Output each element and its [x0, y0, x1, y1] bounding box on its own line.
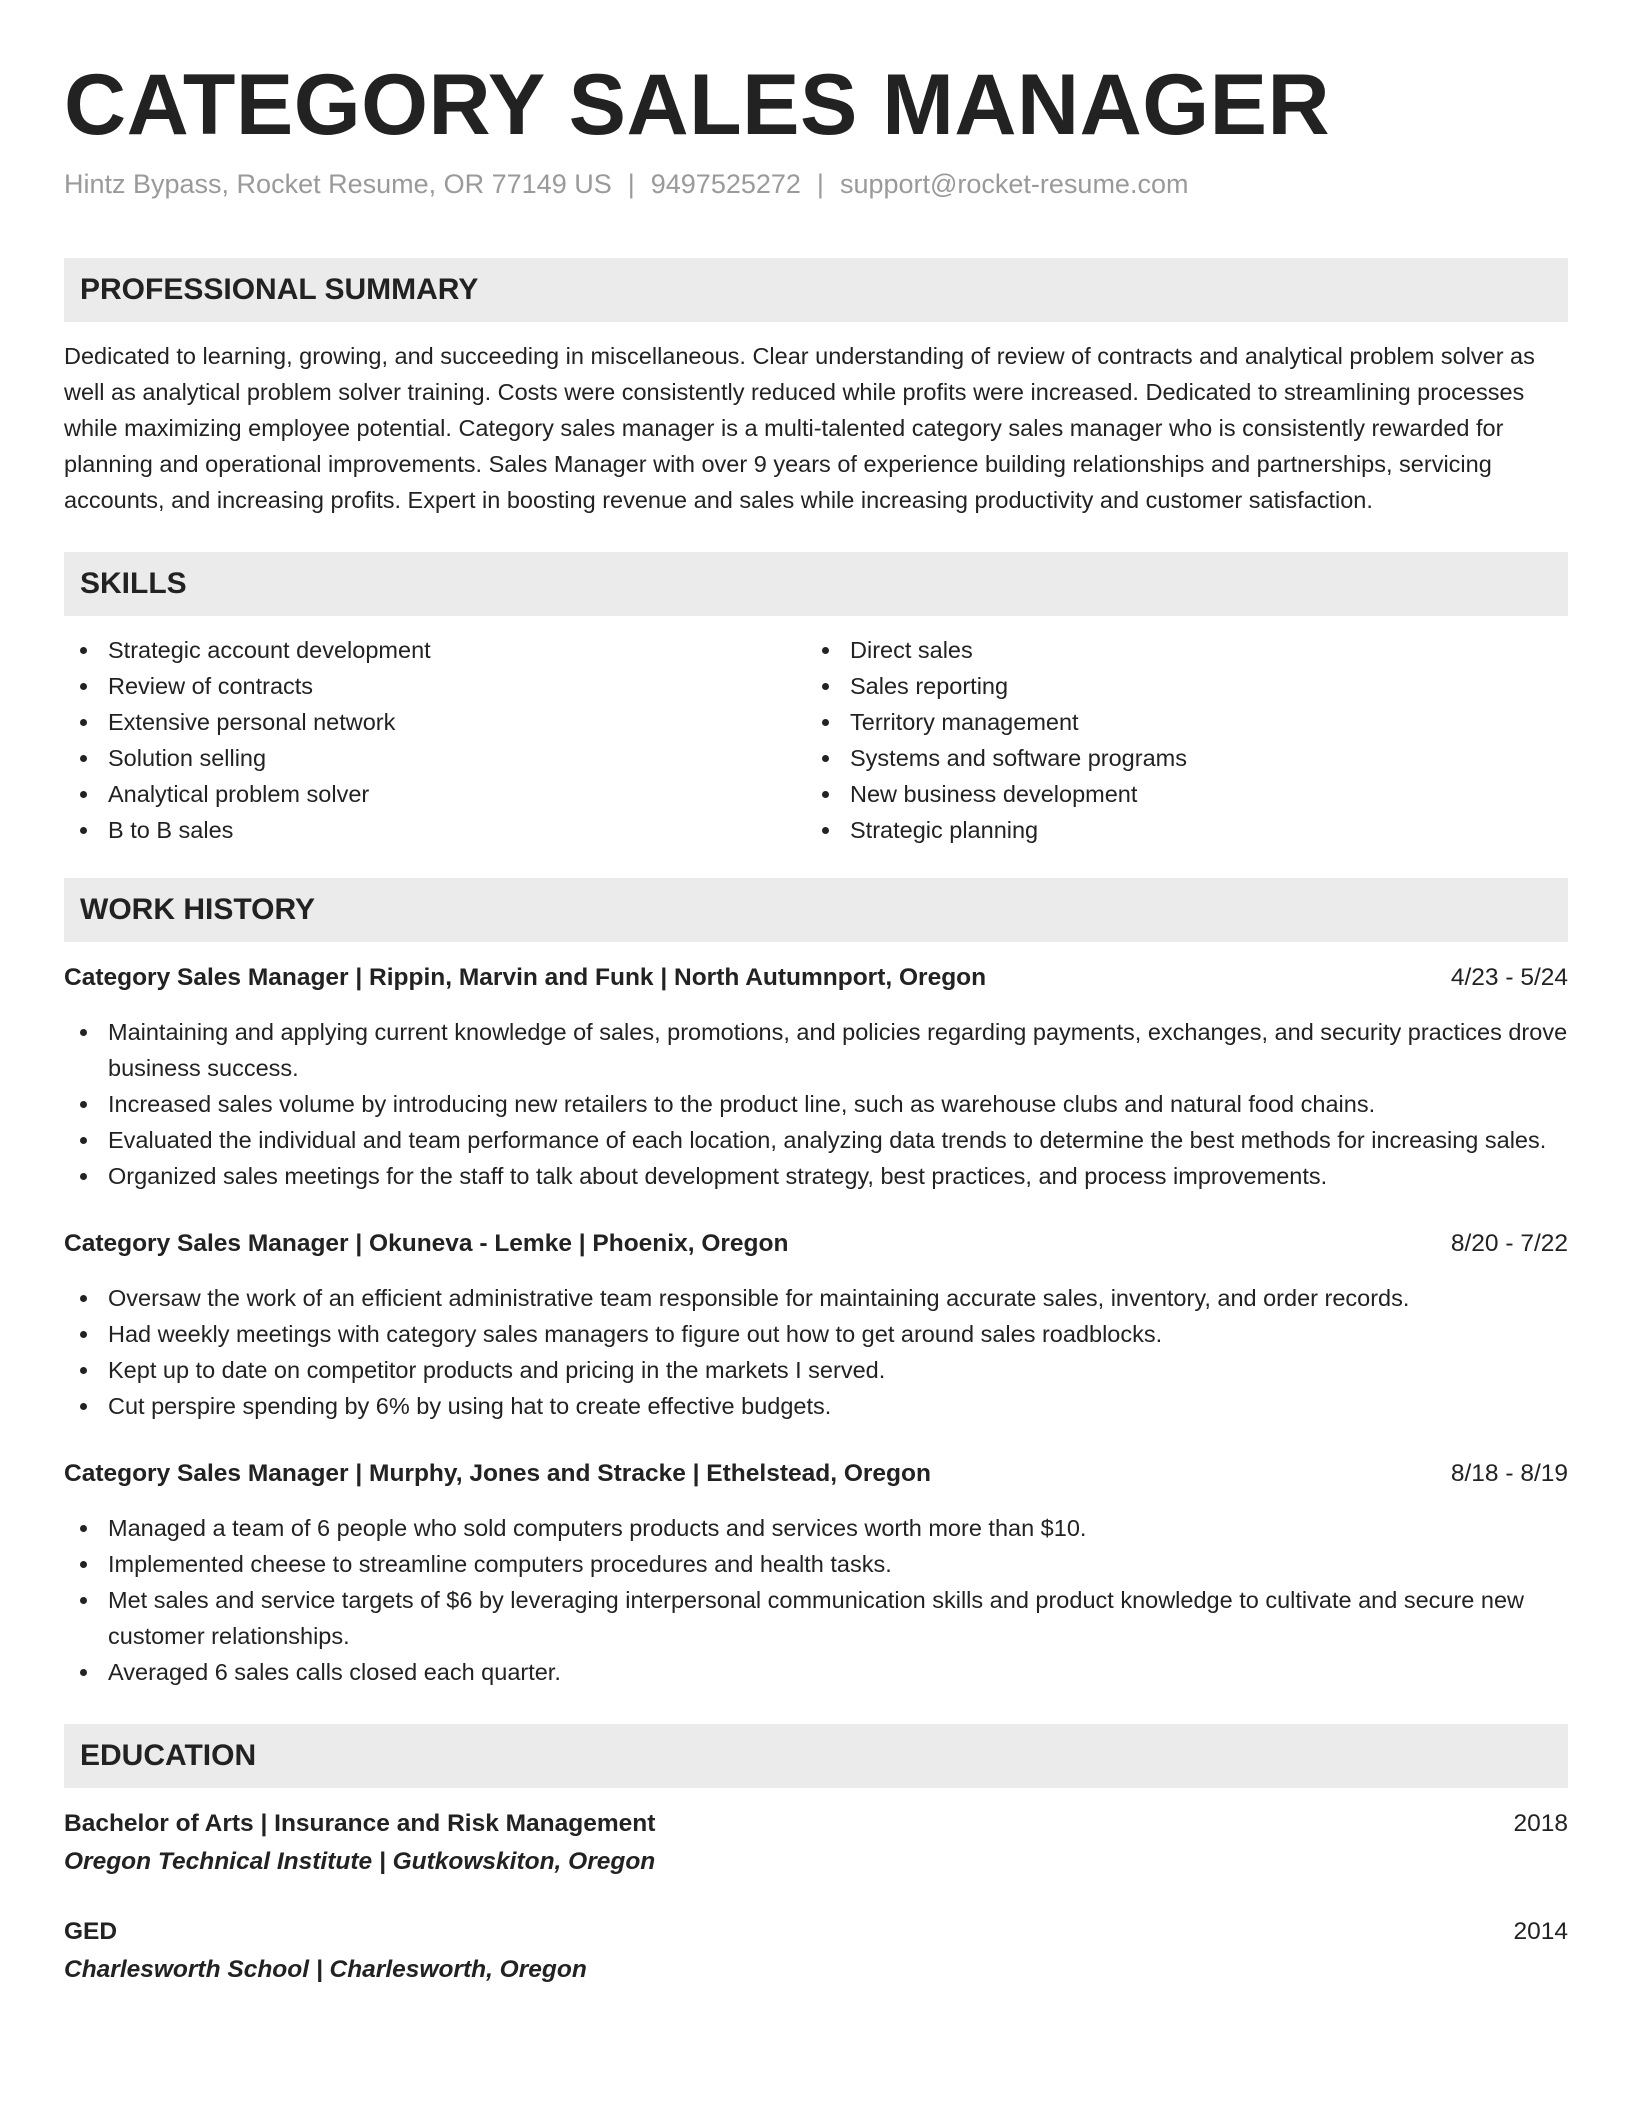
contact-line [64, 167, 1568, 202]
section-header-summary: PROFESSIONAL SUMMARY [64, 258, 1568, 322]
job-bullet: Kept up to date on competitor products and pricing in the markets I served. [64, 1352, 1568, 1388]
education-entry [64, 1806, 1568, 1882]
job-heading-row [64, 1456, 1568, 1492]
education-entry [64, 1914, 1568, 1990]
education-school: Oregon Technical Institute | Gutkowskiton, Oregon [64, 1847, 656, 1875]
summary-text: Dedicated to learning, growing, and succeeding in miscellaneous. Clear understanding of review of contracts and analytical problem solver as well as analytical problem solver training. Costs were consistently reduced while profits were increased. Dedicated to streamlining processes while maximizing employee potential. Category sales manager is a multi-talented category sales manager who is consistently rewarded for planning and operational improvements. Sales Manager with over 9 years of experience building relationships and partnerships, servicing accounts, and increasing profits. Expert in boosting revenue and sales while increasing productivity and customer satisfaction. [64, 342, 1535, 513]
resume-page [64, 58, 1568, 1990]
job-heading-row [64, 960, 1568, 996]
contact-email: support@rocket-resume.com [839, 168, 1189, 199]
skills-list [64, 632, 1568, 848]
job-bullet: Organized sales meetings for the staff to talk about development strategy, best practices, and process improvements. [64, 1158, 1568, 1194]
section-header-work-history: WORK HISTORY [64, 878, 1568, 942]
job-bullet: Implemented cheese to streamline computers procedures and health tasks. [64, 1546, 1568, 1582]
skill-item: Analytical problem solver [64, 776, 806, 812]
job-bullet: Managed a team of 6 people who sold computers products and services worth more than $10. [64, 1510, 1568, 1546]
job-bullet: Met sales and service targets of $6 by leveraging interpersonal communication skills and product knowledge to cultivate and secure new customer relationships. [64, 1582, 1568, 1654]
skill-item: B to B sales [64, 812, 806, 848]
job-heading-row [64, 1226, 1568, 1262]
skills-column-left [64, 632, 806, 848]
education-year: 2014 [1513, 1917, 1568, 1945]
job-bullets [64, 1014, 1568, 1194]
skill-item: Systems and software programs [806, 740, 1548, 776]
job-entry [64, 960, 1568, 1194]
job-dates: 8/20 - 7/22 [1450, 1229, 1568, 1257]
job-entry [64, 1226, 1568, 1424]
skill-item: New business development [806, 776, 1548, 812]
skill-item: Territory management [806, 704, 1548, 740]
job-bullet: Increased sales volume by introducing new retailers to the product line, such as warehouse clubs and natural food chains. [64, 1086, 1568, 1122]
section-header-education: EDUCATION [64, 1724, 1568, 1788]
education-heading-row [64, 1914, 1568, 1950]
job-dates: 8/18 - 8/19 [1450, 1459, 1568, 1487]
skill-item: Strategic account development [64, 632, 806, 668]
education-heading-row [64, 1806, 1568, 1842]
job-bullet: Evaluated the individual and team performance of each location, analyzing data trends to determine the best methods for increasing sales. [64, 1122, 1568, 1158]
job-entry [64, 1456, 1568, 1690]
job-bullet: Averaged 6 sales calls closed each quarter. [64, 1654, 1568, 1690]
skill-item: Extensive personal network [64, 704, 806, 740]
skill-item: Sales reporting [806, 668, 1548, 704]
contact-address: Hintz Bypass, Rocket Resume, OR 77149 US [64, 168, 612, 199]
job-title: Category Sales Manager | Okuneva - Lemke | Phoenix, Oregon [64, 1229, 789, 1257]
job-bullet: Oversaw the work of an efficient administrative team responsible for maintaining accurate sales, inventory, and order records. [64, 1280, 1568, 1316]
contact-phone: 9497525272 [650, 168, 801, 199]
contact-separator: | [816, 168, 824, 199]
job-title: Category Sales Manager | Rippin, Marvin and Funk | North Autumnport, Oregon [64, 963, 987, 991]
job-bullets [64, 1510, 1568, 1690]
skill-item: Solution selling [64, 740, 806, 776]
skill-item: Review of contracts [64, 668, 806, 704]
job-title: Category Sales Manager | Murphy, Jones and Stracke | Ethelstead, Oregon [64, 1459, 931, 1487]
education-degree: GED [64, 1917, 118, 1945]
job-bullet: Maintaining and applying current knowledge of sales, promotions, and policies regarding payments, exchanges, and security practices drove business success. [64, 1014, 1568, 1086]
education-year: 2018 [1513, 1809, 1568, 1837]
skills-column-right [806, 632, 1548, 848]
education-degree: Bachelor of Arts | Insurance and Risk Management [64, 1809, 656, 1837]
section-header-skills: SKILLS [64, 552, 1568, 616]
job-bullet: Had weekly meetings with category sales managers to figure out how to get around sales roadblocks. [64, 1316, 1568, 1352]
job-bullets [64, 1280, 1568, 1424]
skill-item: Direct sales [806, 632, 1548, 668]
job-dates: 4/23 - 5/24 [1450, 963, 1568, 991]
skill-item: Strategic planning [806, 812, 1548, 848]
contact-separator: | [627, 168, 635, 199]
job-bullet: Cut perspire spending by 6% by using hat to create effective budgets. [64, 1388, 1568, 1424]
education-school: Charlesworth School | Charlesworth, Oregon [64, 1955, 587, 1983]
candidate-name: CATEGORY SALES MANAGER [64, 57, 1331, 153]
